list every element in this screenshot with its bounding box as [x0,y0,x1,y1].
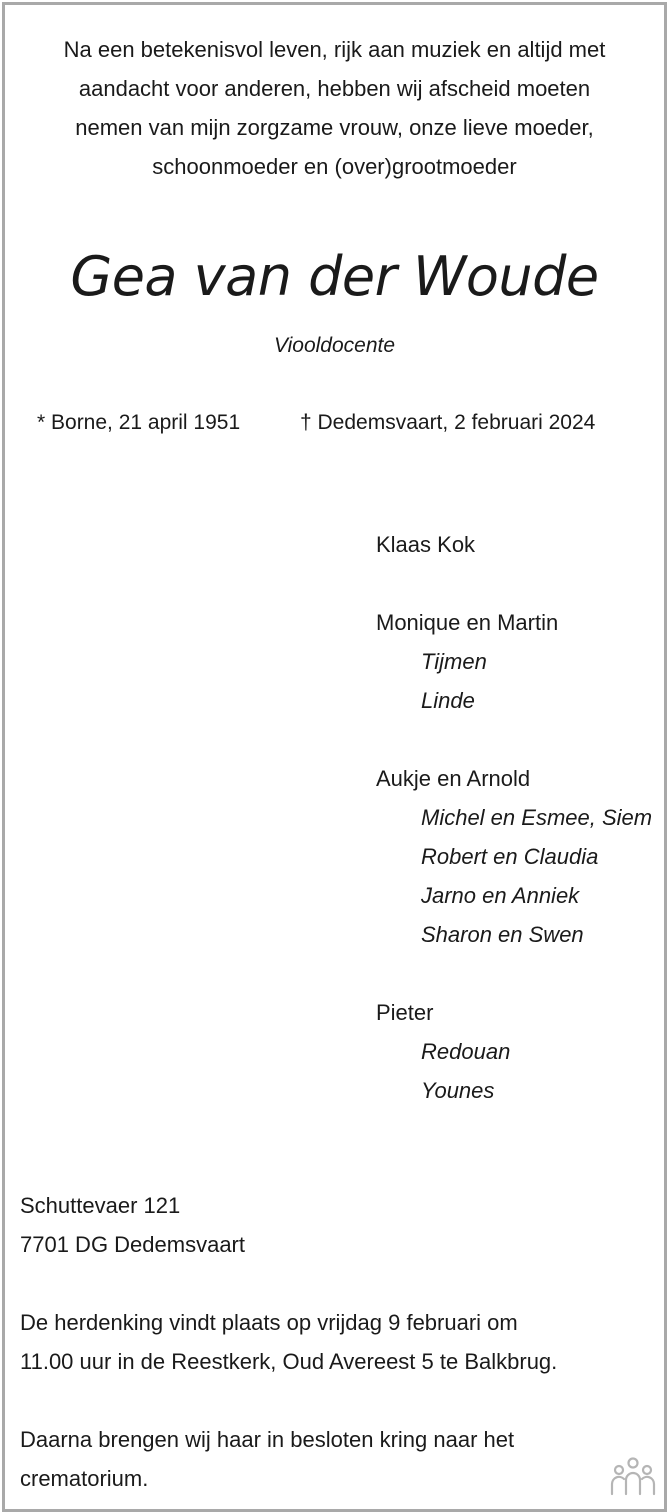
address-street: Schuttevaer 121 [20,1193,181,1218]
closing-block [20,1420,557,1498]
address-city: 7701 DG Dedemsvaart [20,1232,245,1257]
family-head: Monique en Martin [376,610,559,635]
closing-line: Daarna brengen wij haar in besloten kring naar het [20,1427,515,1452]
address-block [20,1186,557,1264]
family-head: Pieter [376,1000,434,1025]
family-list [376,525,652,1149]
birth-date: * Borne, 21 april 1951 [37,411,241,434]
intro-line: schoonmoeder en (over)grootmoeder [152,154,517,179]
memorial-block [20,1303,557,1381]
family-head: Aukje en Arnold [376,766,531,791]
family-child: Robert en Claudia [421,844,599,869]
people-group-icon [608,1456,658,1496]
family-group [376,993,652,1110]
family-child: Linde [421,688,475,713]
closing-line: crematorium. [20,1466,149,1491]
family-child: Tijmen [421,649,487,674]
intro-line: nemen van mijn zorgzame vrouw, onze lieve moeder, [75,115,594,140]
family-group [376,759,652,954]
family-child: Younes [421,1078,495,1103]
family-child: Sharon en Swen [421,922,584,947]
intro-line: aandacht voor anderen, hebben wij afscheid moeten [78,76,591,101]
family-child: Jarno en Anniek [421,883,580,908]
family-child: Redouan [421,1039,511,1064]
family-group [376,603,652,720]
deceased-profession: Viooldocente [273,334,396,357]
deceased-name: Gea van der Woude [70,245,599,308]
family-head: Klaas Kok [376,532,476,557]
family-child: Michel en Esmee, Siem [421,805,653,830]
family-group [376,525,652,564]
details-section [20,1186,557,1498]
intro-text [20,30,649,186]
memorial-line: 11.00 uur in de Reestkerk, Oud Avereest 5 te Balkbrug. [20,1349,558,1374]
intro-line: Na een betekenisvol leven, rijk aan muziek en altijd met [63,37,606,62]
death-date: † Dedemsvaart, 2 februari 2024 [300,411,596,434]
memorial-line: De herdenking vindt plaats op vrijdag 9 februari om [20,1310,518,1335]
